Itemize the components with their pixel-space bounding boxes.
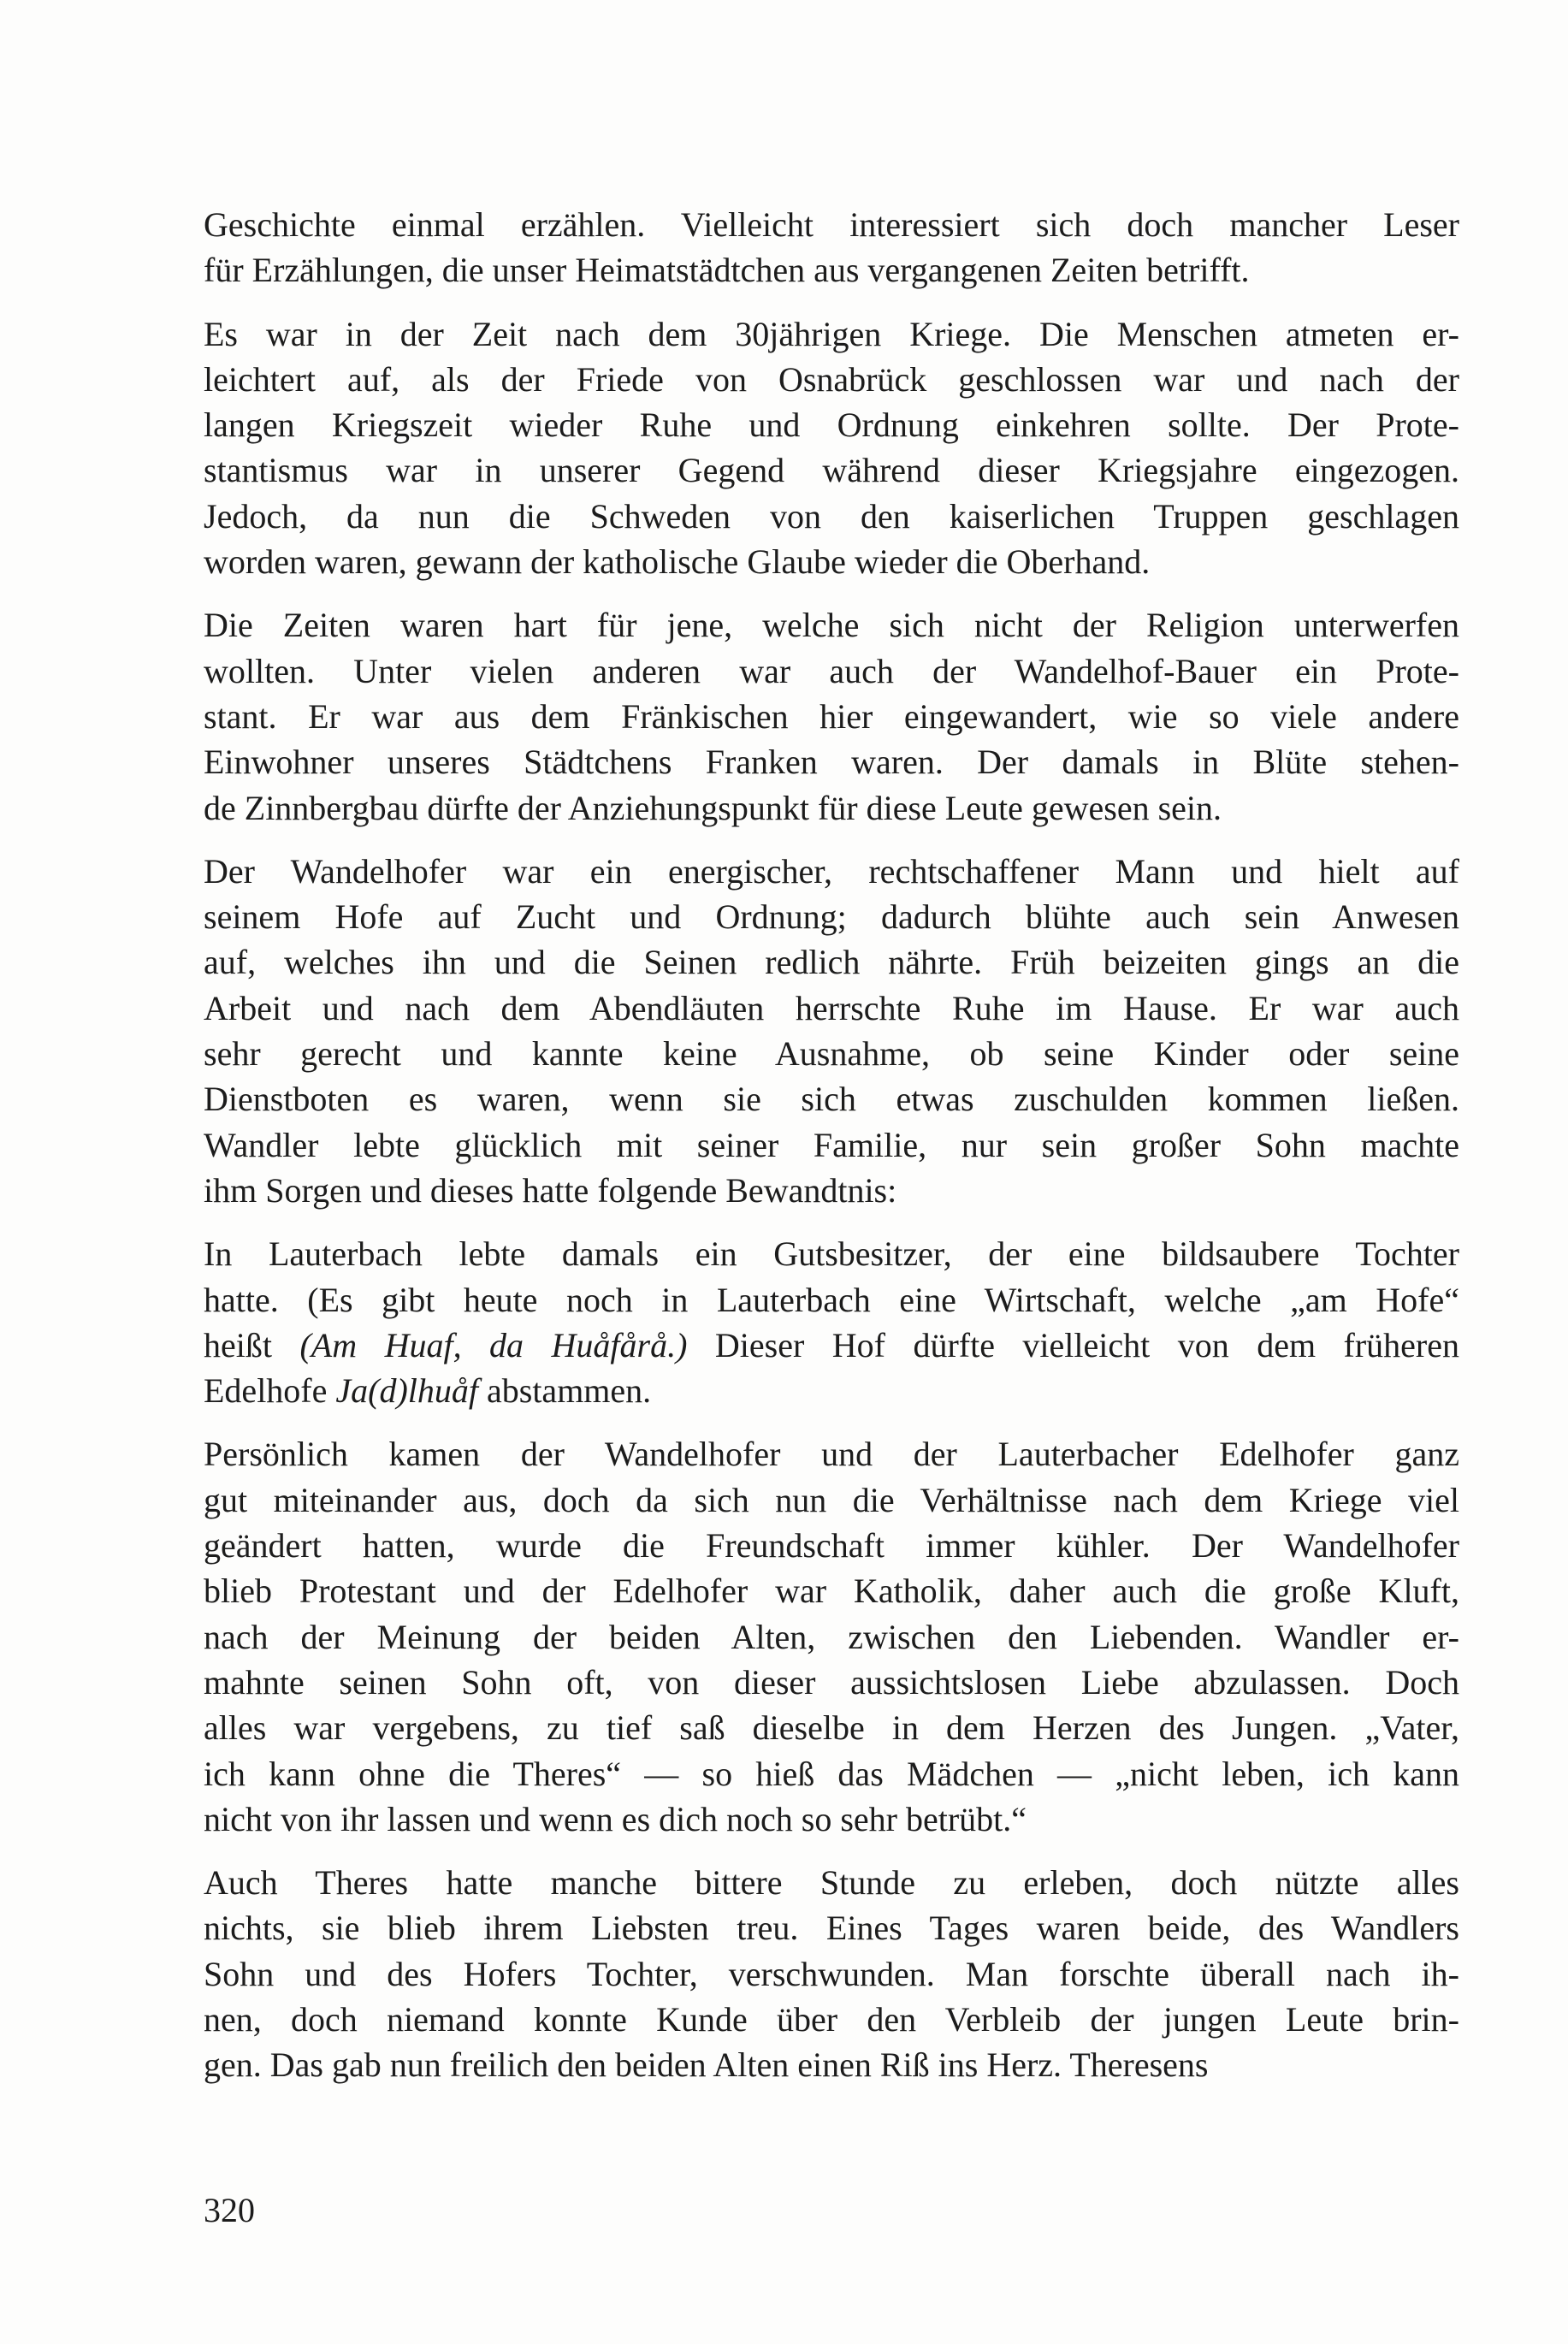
- paragraph: [204, 1431, 1459, 1842]
- text-line: [204, 1231, 1459, 1276]
- text-segment: nach der Meinung der beiden Alten, zwischen den Liebenden. Wandler er-: [204, 1617, 1459, 1656]
- text-segment: de Zinnbergbau dürfte der Anziehungspunkt für diese Leute gewesen sein.: [204, 788, 1222, 827]
- text-segment: stant. Er war aus dem Fränkischen hier eingewandert, wie so viele andere: [204, 696, 1459, 736]
- text-segment: blieb Protestant und der Edelhofer war Katholik, daher auch die große Kluft,: [204, 1572, 1459, 1611]
- text-line: [204, 1323, 1459, 1368]
- text-line: [204, 1076, 1459, 1122]
- text-line: [204, 494, 1459, 539]
- text-line: [204, 1431, 1459, 1477]
- text-segment: leichtert auf, als der Friede von Osnabrück geschlossen war und nach der: [204, 359, 1459, 399]
- paragraph: [204, 202, 1459, 293]
- text-line: [204, 849, 1459, 894]
- text-segment: nen, doch niemand konnte Kunde über den Verbleib der jungen Leute brin-: [204, 1999, 1459, 2039]
- text-line: [204, 986, 1459, 1031]
- paragraph: [204, 1860, 1459, 2087]
- text-segment: ich kann ohne die Theres“ — so hieß das Mädchen — „nicht leben, ich kann: [204, 1754, 1459, 1793]
- text-line: [204, 1751, 1459, 1796]
- text-segment: Dieser Hof dürfte vielleicht von dem früheren: [687, 1325, 1460, 1364]
- text-segment: Der Wandelhofer war ein energischer, rechtschaffener Mann und hielt auf: [204, 851, 1459, 891]
- text-line: [204, 939, 1459, 985]
- text-line: [204, 539, 1459, 584]
- text-segment: Arbeit und nach dem Abendläuten herrschte Ruhe im Hause. Er war auch: [204, 988, 1459, 1027]
- text-segment: mahnte seinen Sohn oft, von dieser aussichtslosen Liebe abzulassen. Doch: [204, 1662, 1459, 1702]
- text-segment: auf, welches ihn und die Seinen redlich nährte. Früh beizeiten gings an die: [204, 943, 1459, 982]
- text-line: [204, 2042, 1459, 2087]
- text-line: [204, 1523, 1459, 1568]
- text-segment: gen. Das gab nun freilich den beiden Alten einen Riß ins Herz. Theresens: [204, 2045, 1209, 2085]
- text-segment: nichts, sie blieb ihrem Liebsten treu. Eines Tages waren beide, des Wandlers: [204, 1909, 1459, 1948]
- text-segment: Edelhofe: [204, 1371, 336, 1411]
- text-segment: alles war vergebens, zu tief saß dieselbe in dem Herzen des Jungen. „Vater,: [204, 1708, 1459, 1748]
- body-text: [204, 202, 1459, 2106]
- text-line: [204, 202, 1459, 247]
- text-line: [204, 648, 1459, 694]
- text-segment: worden waren, gewann der katholische Glaube wieder die Oberhand.: [204, 542, 1151, 582]
- text-segment: Wandler lebte glücklich mit seiner Familie, nur sein großer Sohn machte: [204, 1125, 1459, 1164]
- text-segment: Auch Theres hatte manche bittere Stunde zu erleben, doch nützte alles: [204, 1863, 1459, 1903]
- paragraph: [204, 849, 1459, 1213]
- page-number: 320: [204, 2191, 255, 2229]
- paragraph: [204, 1231, 1459, 1413]
- text-segment: Es war in der Zeit nach dem 30jährigen Kriege. Die Menschen atmeten er-: [204, 314, 1459, 353]
- text-segment: ihm Sorgen und dieses hatte folgende Bewandtnis:: [204, 1170, 897, 1210]
- text-line: [204, 1705, 1459, 1750]
- text-segment: Jedoch, da nun die Schweden von den kaiserlichen Truppen geschlagen: [204, 496, 1459, 536]
- text-line: [204, 1277, 1459, 1323]
- text-line: [204, 1796, 1459, 1842]
- text-segment: sehr gerecht und kannte keine Ausnahme, ob seine Kinder oder seine: [204, 1034, 1459, 1074]
- text-line: [204, 447, 1459, 493]
- text-segment: gut miteinander aus, doch da sich nun die Verhältnisse nach dem Kriege viel: [204, 1480, 1459, 1519]
- text-line: [204, 1368, 1459, 1413]
- text-line: [204, 1614, 1459, 1660]
- text-line: [204, 357, 1459, 402]
- text-segment: abstammen.: [478, 1371, 652, 1411]
- text-line: [204, 1660, 1459, 1705]
- text-line: [204, 1122, 1459, 1168]
- text-segment: stantismus war in unserer Gegend während dieser Kriegsjahre eingezogen.: [204, 451, 1459, 490]
- text-segment: nicht von ihr lassen und wenn es dich noch so sehr betrübt.“: [204, 1799, 1027, 1838]
- text-line: [204, 1168, 1459, 1213]
- text-line: [204, 1997, 1459, 2042]
- text-line: [204, 694, 1459, 739]
- text-line: [204, 247, 1459, 293]
- paragraph: [204, 602, 1459, 830]
- text-segment: geändert hatten, wurde die Freundschaft immer kühler. Der Wandelhofer: [204, 1526, 1459, 1566]
- text-line: [204, 894, 1459, 939]
- text-line: [204, 1905, 1459, 1950]
- text-segment: Dienstboten es waren, wenn sie sich etwas zuschulden kommen ließen.: [204, 1080, 1459, 1119]
- text-segment: hatte. (Es gibt heute noch in Lauterbach eine Wirtschaft, welche „am Hofe“: [204, 1280, 1459, 1319]
- text-line: [204, 1477, 1459, 1523]
- text-segment: seinem Hofe auf Zucht und Ordnung; dadurch blühte auch sein Anwesen: [204, 897, 1459, 937]
- text-segment: In Lauterbach lebte damals ein Gutsbesitzer, der eine bildsaubere Tochter: [204, 1234, 1459, 1274]
- text-segment: Ja(d)lhuåf: [335, 1371, 478, 1411]
- text-line: [204, 785, 1459, 831]
- text-line: [204, 1860, 1459, 1905]
- text-segment: Die Zeiten waren hart für jene, welche sich nicht der Religion unterwerfen: [204, 606, 1459, 645]
- text-segment: (Am Huaf, da Huåfårå.): [299, 1325, 688, 1364]
- text-line: [204, 402, 1459, 447]
- text-line: [204, 602, 1459, 648]
- text-segment: Einwohner unseres Städtchens Franken waren. Der damals in Blüte stehen-: [204, 743, 1459, 782]
- text-segment: Sohn und des Hofers Tochter, verschwunden. Man forschte überall nach ih-: [204, 1954, 1459, 1993]
- text-line: [204, 1951, 1459, 1997]
- text-line: [204, 739, 1459, 784]
- text-segment: Geschichte einmal erzählen. Vielleicht interessiert sich doch mancher Leser: [204, 205, 1459, 244]
- paragraph: [204, 311, 1459, 585]
- text-line: [204, 311, 1459, 357]
- text-line: [204, 1568, 1459, 1613]
- text-segment: langen Kriegszeit wieder Ruhe und Ordnung einkehren sollte. Der Prote-: [204, 405, 1459, 445]
- text-segment: heißt: [204, 1325, 300, 1364]
- text-segment: für Erzählungen, die unser Heimatstädtchen aus vergangenen Zeiten betrifft.: [204, 251, 1250, 290]
- text-line: [204, 1031, 1459, 1076]
- text-segment: Persönlich kamen der Wandelhofer und der Lauterbacher Edelhofer ganz: [204, 1435, 1459, 1474]
- text-segment: wollten. Unter vielen anderen war auch der Wandelhof-Bauer ein Prote-: [204, 651, 1459, 690]
